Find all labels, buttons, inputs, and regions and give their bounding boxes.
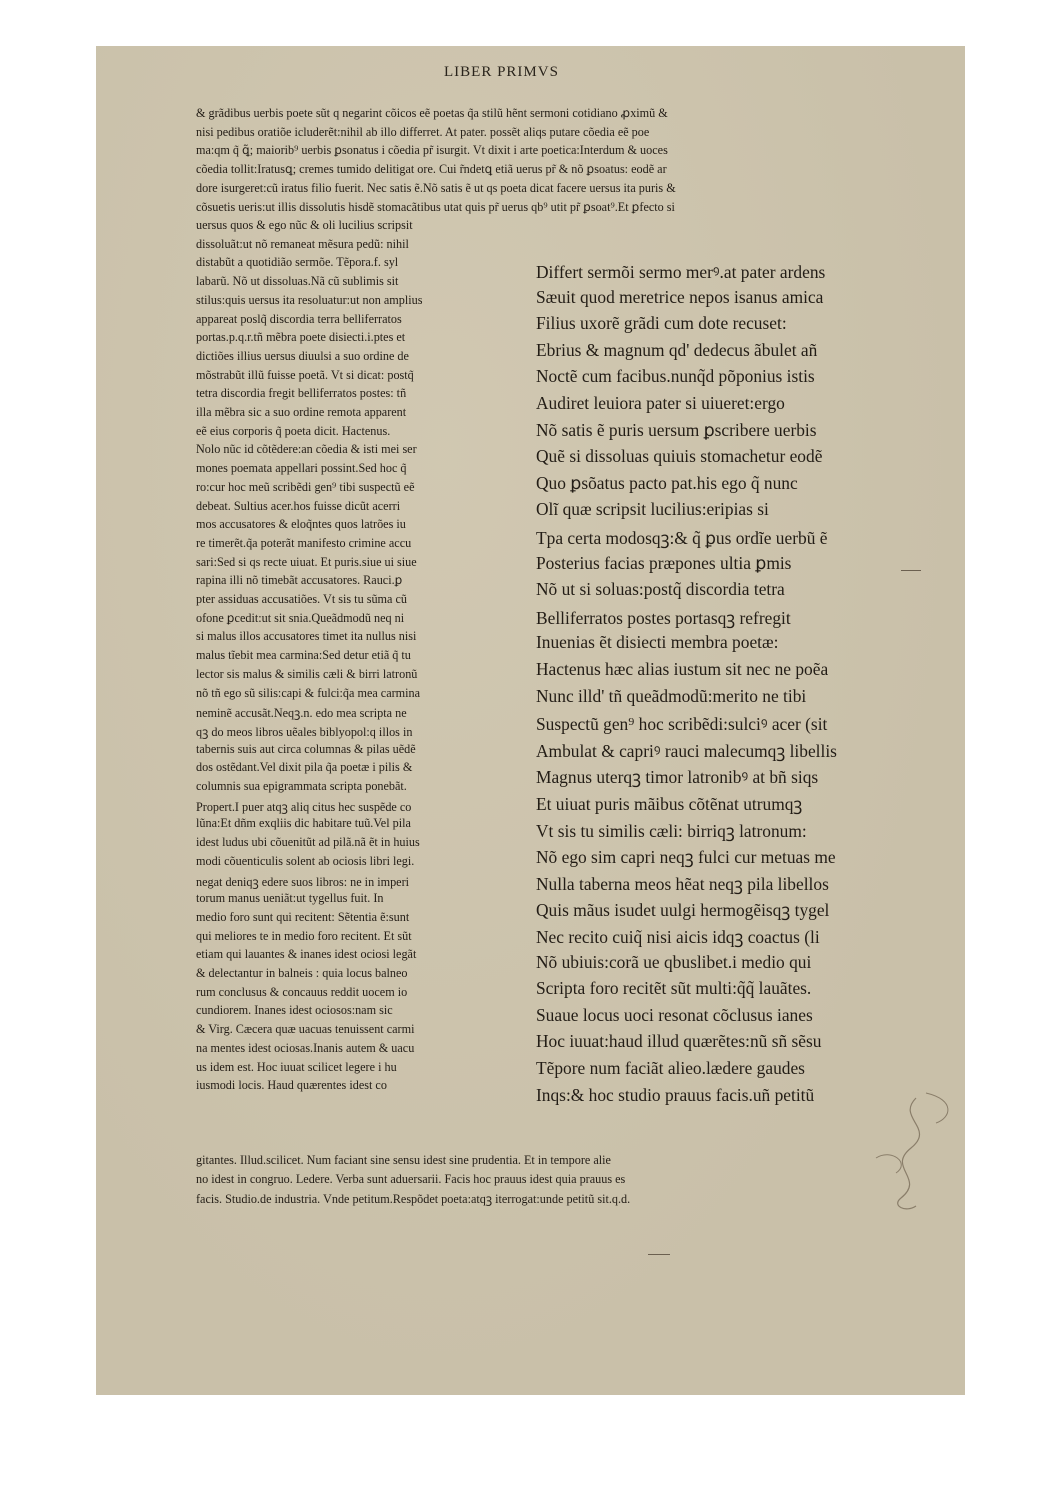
commentary-line: ro:cur hoc meũ scribẽdi gen⁹ tibi suspectũ eẽ: [196, 479, 415, 494]
verse-line: Tpa certa modosqꝫ:& q̃ ꝑus ordĩe uerbũ ẽ: [536, 528, 828, 548]
commentary-line: dore isurgeret:cũ iratus filio fuerit. Nec satis ẽ.Nõ satis ẽ ut qs poeta dicat facere uersus ita puris &: [196, 180, 676, 195]
commentary-line: iusmodi locis. Haud quærentes idest co: [196, 1078, 387, 1093]
commentary-line: modi cõuenticulis solent ab ociosis libri legi.: [196, 853, 415, 868]
commentary-line: mones poemata appellari possint.Sed hoc q̃: [196, 461, 407, 476]
commentary-line: & Virg. Cæcera quæ uacuas tenuissent carmi: [196, 1022, 415, 1037]
commentary-line: distabũt a quotidião sermõe. Tẽpora.f. syl: [196, 255, 399, 270]
verse-line: Audiret leuiora pater si uiueret:ergo: [536, 393, 785, 413]
marginal-stroke: [901, 570, 921, 571]
verse-line: Ebrius & magnum qd' dedecus ãbulet añ: [536, 339, 818, 360]
verse-line: Nõ ubiuis:corã ue qbuslibet.i medio qui: [536, 951, 812, 972]
commentary-line: ofone ꝑcedit:ut sit snia.Queãdmodũ neq ni: [196, 610, 405, 625]
verse-line: Nõ satis ẽ puris uersum ꝑscribere uerbis: [536, 419, 817, 440]
commentary-line: uersus quos & ego nũc & oli lucilius scripsit: [196, 218, 413, 232]
verse-line: Inqs:& hoc studio prauus facis.uñ petitũ: [536, 1084, 815, 1105]
commentary-line: tetra discordia fregit belliferratos postes: tñ: [196, 386, 407, 401]
commentary-line: pter assiduas accusatiões. Vt sis tu sũma cũ: [196, 592, 407, 606]
commentary-line: ma:qm q̃ ꝗ̃; maiorib⁹ uerbis ꝑsonatus i cõedia pr̃ isurgit. Vt dixit i arte poetica:Interdum & uoces: [196, 143, 668, 158]
commentary-line: debeat. Sultius acer.hos fuisse dicũt acerri: [196, 498, 401, 513]
commentary-line: lũna:Et dñm exqliis dic habitare tuũ.Vel pila: [196, 816, 411, 831]
commentary-line: dos ostẽdant.Vel dixit pila q̃a poetæ i pilis &: [196, 760, 413, 775]
commentary-line: qui meliores te in medio foro recitent. Et sũt: [196, 928, 412, 943]
verse-line: Inuenias ẽt disiecti membra poetæ:: [536, 632, 779, 653]
verse-line: Olĩ quæ scripsit lucilius:eripias si: [536, 499, 769, 520]
verse-line: Suaue locus uoci resonat cõclusus ianes: [536, 1004, 813, 1025]
running-header: LIBER PRIMVS: [444, 64, 559, 80]
commentary-line: no idest in congruo. Ledere. Verba sunt aduersarii. Facis hoc prauus idest quia prauus es: [196, 1171, 626, 1186]
commentary-line: rapina illi nõ timebãt accusatores. Rauci.ꝑ: [196, 573, 403, 588]
verse-line: Vt sis tu similis cæli: birriqꝫ latronum:: [536, 820, 807, 841]
commentary-line: gitantes. Illud.scilicet. Num faciant sine sensu idest sine prudentia. Et in tempore alie: [196, 1153, 611, 1167]
verse-line: Posterius facias præpones ultia ꝑmis: [536, 552, 792, 573]
verse-line: Hactenus hæc alias iustum sit nec ne poẽa: [536, 659, 829, 679]
commentary-line: dissoluãt:ut nõ remaneat mẽsura pedũ: nihil: [196, 236, 409, 251]
verse-line: Suspectũ gen⁹ hoc scribẽdi:sulciꝰ acer (sit: [536, 714, 828, 735]
verse-line: Scripta foro recitẽt sũt multi:q̃q̃ lauãtes.: [536, 978, 812, 999]
commentary-line: rum conclusus & concauus reddit uocem io: [196, 984, 408, 999]
verse-line: Differt sermõi sermo merꝰ.at pater ardens: [536, 262, 826, 282]
verse-line: Quis mãus isudet uulgi hermogẽisqꝫ tygel: [536, 900, 830, 921]
commentary-line: re timerẽt.q̃a poterãt manifesto crimine accu: [196, 535, 412, 550]
commentary-line: illa mẽbra sic a suo ordine remota apparent: [196, 405, 407, 419]
commentary-line: medio foro sunt qui recitent: Sẽtentia ẽ:sunt: [196, 909, 410, 924]
commentary-line: etiam qui lauantes & inanes idest ociosi legãt: [196, 947, 417, 962]
commentary-line: & grãdibus uerbis poete sũt q negarint cõicos eẽ poetas q̃a stilũ hẽnt sermoni cotidiano ꝓximũ &: [196, 106, 668, 120]
commentary-line: eẽ eius corporis q̃ poeta dicit. Hactenus.: [196, 423, 391, 438]
commentary-line: Nolo nũc id cõtẽdere:an cõedia & isti mei ser: [196, 442, 417, 457]
verse-line: Filius uxorẽ grãdi cum dote recuset:: [536, 313, 787, 334]
verse-line: Noctẽ cum facibus.nunq̃d põponius istis: [536, 366, 815, 387]
commentary-line: dictiões illius uersus diuulsi a suo ordine de: [196, 348, 409, 363]
commentary-line: & delectantur in balneis : quia locus balneo: [196, 966, 408, 980]
verse-line: Belliferratos postes portasqꝫ refregit: [536, 607, 791, 628]
commentary-line: idest ludus ubi cõuenitũt ad pilã.nã ẽt in huius: [196, 835, 420, 850]
commentary-line: facis. Studio.de industria. Vnde petitum.Respõdet poeta:atqꝫ iterrogat:unde petitũ sit.q.d.: [196, 1192, 631, 1207]
verse-line: Quo ꝑsõatus pacto pat.his ego q̃ nunc: [536, 472, 798, 493]
commentary-line: portas.p.q.r.tñ mẽbra poete disiecti.i.ptes et: [196, 330, 406, 345]
commentary-line: qꝫ do meos libros uẽales biblyopol:q illos in: [196, 724, 413, 739]
verse-line: Magnus uterqꝫ timor latronibꝰ at bñ siqs: [536, 767, 819, 788]
verse-line: Nunc illd' tñ queãdmodũ:merito ne tibi: [536, 685, 807, 706]
commentary-line: cundiorem. Inanes idest ociosos:nam sic: [196, 1003, 393, 1018]
commentary-line: negat deniqꝫ edere suos libros: ne in imperi: [196, 874, 410, 889]
verse-line: Et uiuat puris mãibus cõtẽnat utrumqꝫ: [536, 794, 803, 814]
commentary-line: mõstrabũt illũ fuisse poetã. Vt si dicat: postq̃: [196, 367, 414, 382]
verse-line: Nõ ut si soluas:postq̃ discordia tetra: [536, 579, 785, 600]
verse-line: Nulla taberna meos hẽat neqꝫ pila libellos: [536, 873, 829, 894]
verse-line: Sæuit quod meretrice nepos isanus amica: [536, 286, 824, 307]
closing-rule: [648, 1254, 670, 1255]
commentary-line: us idem est. Hoc iuuat scilicet legere i hu: [196, 1059, 397, 1074]
commentary-line: si malus illos accusatores timet ita nullus nisi: [196, 629, 417, 644]
pen-flourish-mark: [856, 1088, 966, 1218]
commentary-line: labarũ. Nõ ut dissoluas.Nã cũ sublimis sit: [196, 274, 399, 289]
verse-line: Nec recito cuiq̃ nisi aicis idqꝫ coactus (li: [536, 927, 820, 947]
commentary-line: neminẽ accusãt.Neqꝫ.n. edo mea scripta ne: [196, 706, 407, 721]
commentary-line: stilus:quis uersus ita resoluatur:ut non amplius: [196, 292, 423, 307]
commentary-line: sari:Sed si qs recte uiuat. Et puris.siue ui siue: [196, 554, 417, 569]
commentary-line: na mentes idest ociosas.Inanis autem & uacu: [196, 1040, 415, 1055]
verse-line: Ambulat & capriꝰ rauci malecumqꝫ libellis: [536, 740, 837, 761]
book-page: [96, 46, 965, 1395]
commentary-line: nõ tñ ego sũ silis:capi & fulci:q̃a mea carmina: [196, 685, 421, 700]
commentary-line: appareat poslq̃ discordia terra belliferratos: [196, 311, 402, 326]
commentary-line: cõsuetis ueris:ut illis dissolutis hisdẽ stomacãtibus utat quis pr̃ uerus qb⁹ utit pr̃ ꝑsoat⁹.Et ꝑfecto si: [196, 199, 675, 214]
commentary-line: lector sis malus & similis cæli & birri latronũ: [196, 666, 418, 681]
verse-line: Tẽpore num faciãt alieo.lædere gaudes: [536, 1058, 805, 1078]
verse-line: Hoc iuuat:haud illud quærẽtes:nũ sñ sẽsu: [536, 1031, 822, 1052]
commentary-line: Propert.I puer atqꝫ aliq citus hec suspẽde co: [196, 799, 412, 814]
commentary-line: columnis sua epigrammata scripta ponebãt.: [196, 779, 407, 793]
commentary-line: malus tĩebit mea carmina:Sed detur etiã q̃ tu: [196, 648, 411, 663]
verse-line: Nõ ego sim capri neqꝫ fulci cur metuas me: [536, 847, 836, 868]
commentary-line: nisi pedibus oratiõe icluderẽt:nihil ab illo differret. At pater. possẽt aliqs putare cõedia eẽ poe: [196, 124, 650, 139]
commentary-line: tabernis suis aut circa columnas & pilas uẽdẽ: [196, 741, 416, 756]
commentary-line: torum manus ueniãt:ut tygellus fuit. In: [196, 891, 384, 906]
commentary-line: cõedia tollit:Iratusꝗ; cremes tumido delitigat ore. Cui r̃ndetꝗ etiã uerus pr̃ & nõ ꝑsoatus: eodẽ ar: [196, 162, 667, 177]
commentary-line: mos accusatores & eloq̃ntes quos latrões iu: [196, 517, 406, 532]
verse-line: Quẽ si dissoluas quiuis stomachetur eodẽ: [536, 446, 823, 467]
